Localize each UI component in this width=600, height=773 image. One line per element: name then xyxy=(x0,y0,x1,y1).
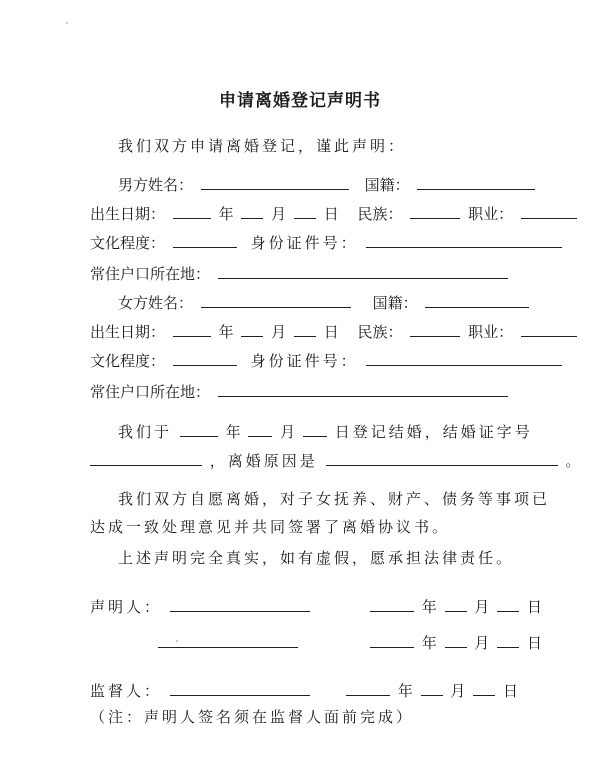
male-birth-label: 出生日期： xyxy=(90,205,166,223)
signature-note: （注：声明人签名须在监督人面前完成） xyxy=(90,708,415,726)
female-name-field[interactable] xyxy=(201,292,351,308)
female-nationality-label: 国籍： xyxy=(372,294,418,312)
female-residence-field[interactable] xyxy=(218,381,508,397)
male-residence-field[interactable] xyxy=(218,263,508,279)
declarant-date-1 xyxy=(370,596,542,618)
declarant1-month-field[interactable] xyxy=(445,596,467,612)
year-label: 年 xyxy=(225,423,241,441)
intro-text: 我们双方申请离婚登记，谨此声明： xyxy=(118,137,407,155)
female-occupation-field[interactable] xyxy=(521,321,577,337)
female-occupation-label: 职业： xyxy=(468,323,514,341)
female-nationality-field[interactable] xyxy=(425,292,529,308)
female-ethnicity-field[interactable] xyxy=(410,321,460,337)
day-label: 日 xyxy=(502,682,518,700)
female-birth-month-field[interactable] xyxy=(241,321,263,337)
male-education-row xyxy=(90,232,565,254)
male-birth-year-field[interactable] xyxy=(173,203,211,219)
female-id-label: 身份证件号： xyxy=(250,352,359,370)
declarant1-year-field[interactable] xyxy=(370,596,414,612)
female-birth-day-field[interactable] xyxy=(294,321,316,337)
day-label: 日 xyxy=(323,323,339,341)
scan-speck xyxy=(66,22,68,24)
male-education-field[interactable] xyxy=(173,232,237,248)
day-label: 日 xyxy=(323,205,339,223)
male-name-label: 男方姓名： xyxy=(118,176,194,194)
male-nationality-label: 国籍： xyxy=(364,176,410,194)
declarant2-year-field[interactable] xyxy=(370,632,414,648)
male-birth-day-field[interactable] xyxy=(294,203,316,219)
supervisor-label: 监督人： xyxy=(90,682,163,700)
divorce-reason-label: ，离婚原因是 xyxy=(209,452,318,470)
marriage-date-row xyxy=(118,421,533,443)
year-label: 年 xyxy=(421,598,437,616)
end-mark: 。 xyxy=(565,452,581,470)
divorce-reason-field[interactable] xyxy=(326,450,558,466)
male-birth-month-field[interactable] xyxy=(241,203,263,219)
declarant-signature-2[interactable] xyxy=(158,632,298,648)
certificate-number-field[interactable] xyxy=(90,450,202,466)
female-name-row xyxy=(118,292,532,314)
year-label: 年 xyxy=(421,634,437,652)
female-ethnicity-label: 民族： xyxy=(357,323,403,341)
marriage-prefix: 我们于 xyxy=(118,423,173,441)
month-label: 月 xyxy=(280,423,296,441)
supervisor-signature[interactable] xyxy=(170,680,310,696)
male-ethnicity-field[interactable] xyxy=(410,203,460,219)
year-label: 年 xyxy=(218,323,234,341)
female-birth-row xyxy=(90,321,580,343)
female-education-row xyxy=(90,350,565,372)
female-residence-label: 常住户口所在地： xyxy=(90,383,211,401)
declarant2-month-field[interactable] xyxy=(445,632,467,648)
female-education-label: 文化程度： xyxy=(90,352,166,370)
male-nationality-field[interactable] xyxy=(417,174,535,190)
male-occupation-label: 职业： xyxy=(468,205,514,223)
agreement-line-2: 达成一致处理意见并共同签署了离婚协议书。 xyxy=(90,518,451,536)
male-name-row xyxy=(118,174,538,196)
male-ethnicity-label: 民族： xyxy=(357,205,403,223)
month-label: 月 xyxy=(474,598,490,616)
truth-statement: 上述声明完全真实，如有虚假，愿承担法律责任。 xyxy=(118,549,515,567)
declarant-row-2 xyxy=(158,632,301,654)
scan-speck xyxy=(176,640,178,642)
male-occupation-field[interactable] xyxy=(521,203,577,219)
male-id-field[interactable] xyxy=(366,232,562,248)
male-name-field[interactable] xyxy=(201,174,349,190)
female-birth-label: 出生日期： xyxy=(90,323,166,341)
female-name-label: 女方姓名： xyxy=(118,294,194,312)
month-label: 月 xyxy=(474,634,490,652)
marriage-year-field[interactable] xyxy=(180,421,218,437)
declarant-row-1 xyxy=(90,596,313,618)
day-label: 日 xyxy=(526,634,542,652)
agreement-line-1: 我们双方自愿离婚，对子女抚养、财产、债务等事项已 xyxy=(118,490,551,508)
female-id-field[interactable] xyxy=(366,350,562,366)
marriage-month-field[interactable] xyxy=(248,421,272,437)
supervisor-day-field[interactable] xyxy=(473,680,495,696)
male-id-label: 身份证件号： xyxy=(250,234,359,252)
day-label: 日 xyxy=(526,598,542,616)
year-label: 年 xyxy=(397,682,413,700)
female-residence-row xyxy=(90,381,511,403)
marriage-suffix: 日登记结婚，结婚证字号 xyxy=(334,423,533,441)
marriage-day-field[interactable] xyxy=(303,421,327,437)
declarant-signature-1[interactable] xyxy=(170,596,310,612)
declarant-date-2 xyxy=(370,632,542,654)
supervisor-month-field[interactable] xyxy=(421,680,443,696)
month-label: 月 xyxy=(450,682,466,700)
female-birth-year-field[interactable] xyxy=(173,321,211,337)
declarant-label: 声明人： xyxy=(90,598,163,616)
month-label: 月 xyxy=(271,205,287,223)
declarant2-day-field[interactable] xyxy=(497,632,519,648)
declarant1-day-field[interactable] xyxy=(497,596,519,612)
male-education-label: 文化程度： xyxy=(90,234,166,252)
male-residence-row xyxy=(90,263,511,285)
male-residence-label: 常住户口所在地： xyxy=(90,265,211,283)
month-label: 月 xyxy=(271,323,287,341)
supervisor-row xyxy=(90,680,313,702)
supervisor-date xyxy=(346,680,518,702)
supervisor-year-field[interactable] xyxy=(346,680,390,696)
female-education-field[interactable] xyxy=(173,350,237,366)
male-birth-row xyxy=(90,203,580,225)
certificate-reason-row xyxy=(90,450,580,472)
year-label: 年 xyxy=(218,205,234,223)
document-title: 申请离婚登记声明书 xyxy=(219,91,381,111)
